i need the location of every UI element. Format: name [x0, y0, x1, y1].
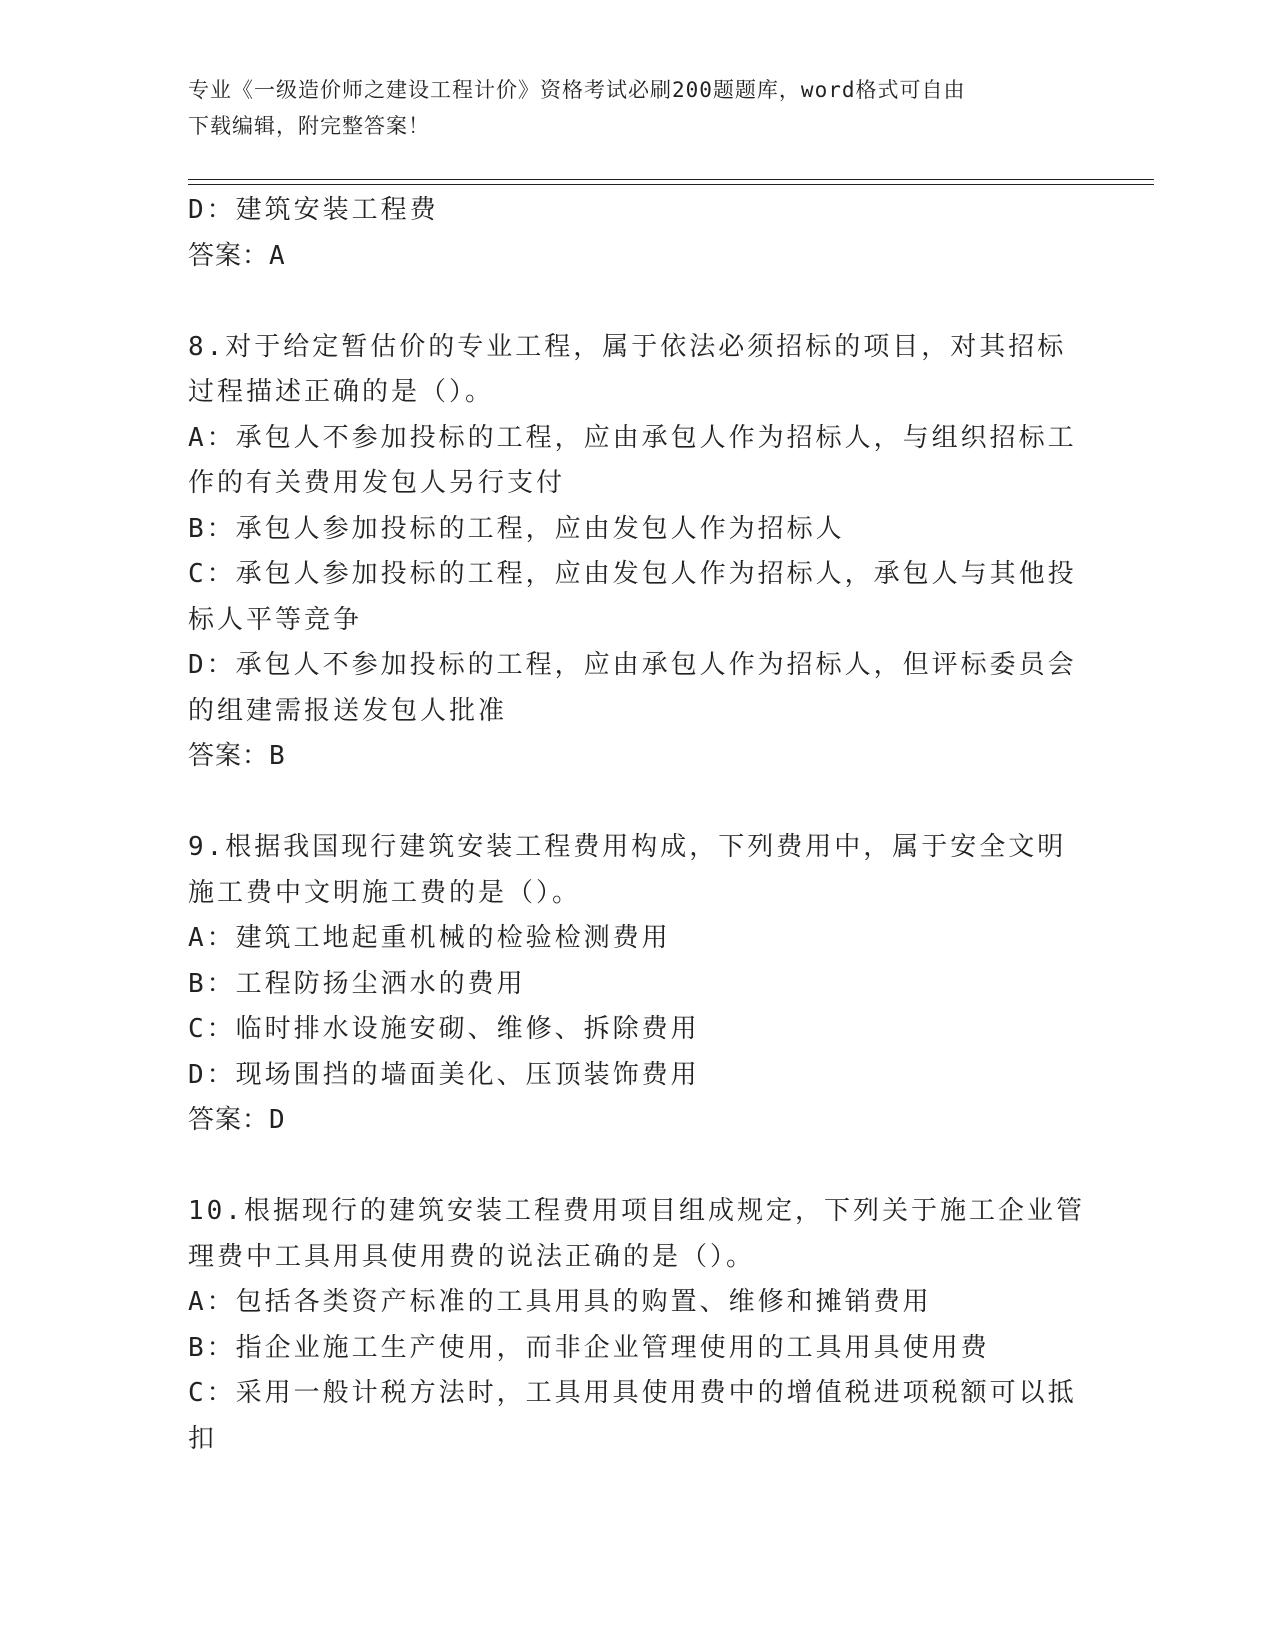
- answer: 答案：A: [188, 240, 286, 271]
- question-stem-line: 过程描述正确的是（）。: [188, 377, 495, 407]
- option-d-continued: 的组建需报送发包人批准: [188, 695, 508, 726]
- option-c: C：临时排水设施安砌、维修、拆除费用: [188, 1014, 700, 1044]
- answer: 答案：D: [188, 1105, 286, 1135]
- option-c: C：承包人参加投标的工程，应由发包人作为招标人，承包人与其他投: [188, 559, 1077, 589]
- header-divider-top: [188, 179, 1154, 180]
- question-stem-line: 9.根据我国现行建筑安装工程费用构成，下列费用中，属于安全文明: [188, 832, 1067, 862]
- option-c-continued: 扣: [188, 1423, 218, 1454]
- option-b: B：指企业施工生产使用，而非企业管理使用的工具用具使用费: [188, 1332, 990, 1363]
- header-divider-bottom: [188, 184, 1154, 185]
- document-body: [188, 188, 1088, 1462]
- answer: 答案：B: [188, 741, 286, 771]
- question-8: [188, 325, 1088, 780]
- question-stem-line: 理费中工具用具使用费的说法正确的是（）。: [188, 1241, 756, 1272]
- option-d: D：建筑安装工程费: [188, 195, 439, 225]
- question-stem-line: 8.对于给定暂估价的专业工程，属于依法必须招标的项目，对其招标: [188, 331, 1067, 362]
- option-a: A：包括各类资产标准的工具用具的购置、维修和摊销费用: [188, 1287, 932, 1317]
- option-c-continued: 标人平等竞争: [188, 604, 363, 635]
- question-10: [188, 1189, 1088, 1462]
- option-a: A：建筑工地起重机械的检验检测费用: [188, 923, 671, 953]
- option-d: D：承包人不参加投标的工程，应由承包人作为招标人，但评标委员会: [188, 650, 1077, 680]
- previous-question-tail: [188, 188, 1088, 279]
- header-line-2: 下载编辑，附完整答案！: [188, 114, 430, 138]
- question-9: [188, 825, 1088, 1144]
- option-d: D：现场围挡的墙面美化、压顶装饰费用: [188, 1059, 700, 1090]
- question-stem-line: 施工费中文明施工费的是（）。: [188, 877, 582, 908]
- question-stem-line: 10.根据现行的建筑安装工程费用项目组成规定，下列关于施工企业管: [188, 1196, 1085, 1226]
- option-b: B：承包人参加投标的工程，应由发包人作为招标人: [188, 513, 845, 544]
- option-a: A：承包人不参加投标的工程，应由承包人作为招标人，与组织招标工: [188, 422, 1077, 453]
- option-a-continued: 作的有关费用发包人另行支付: [188, 468, 566, 498]
- document-header: [188, 72, 1088, 144]
- option-c: C：采用一般计税方法时，工具用具使用费中的增值税进项税额可以抵: [188, 1378, 1077, 1408]
- header-line-1: 专业《一级造价师之建设工程计价》资格考试必刷200题题库，word格式可自由: [188, 78, 966, 102]
- option-b: B：工程防扬尘洒水的费用: [188, 968, 526, 999]
